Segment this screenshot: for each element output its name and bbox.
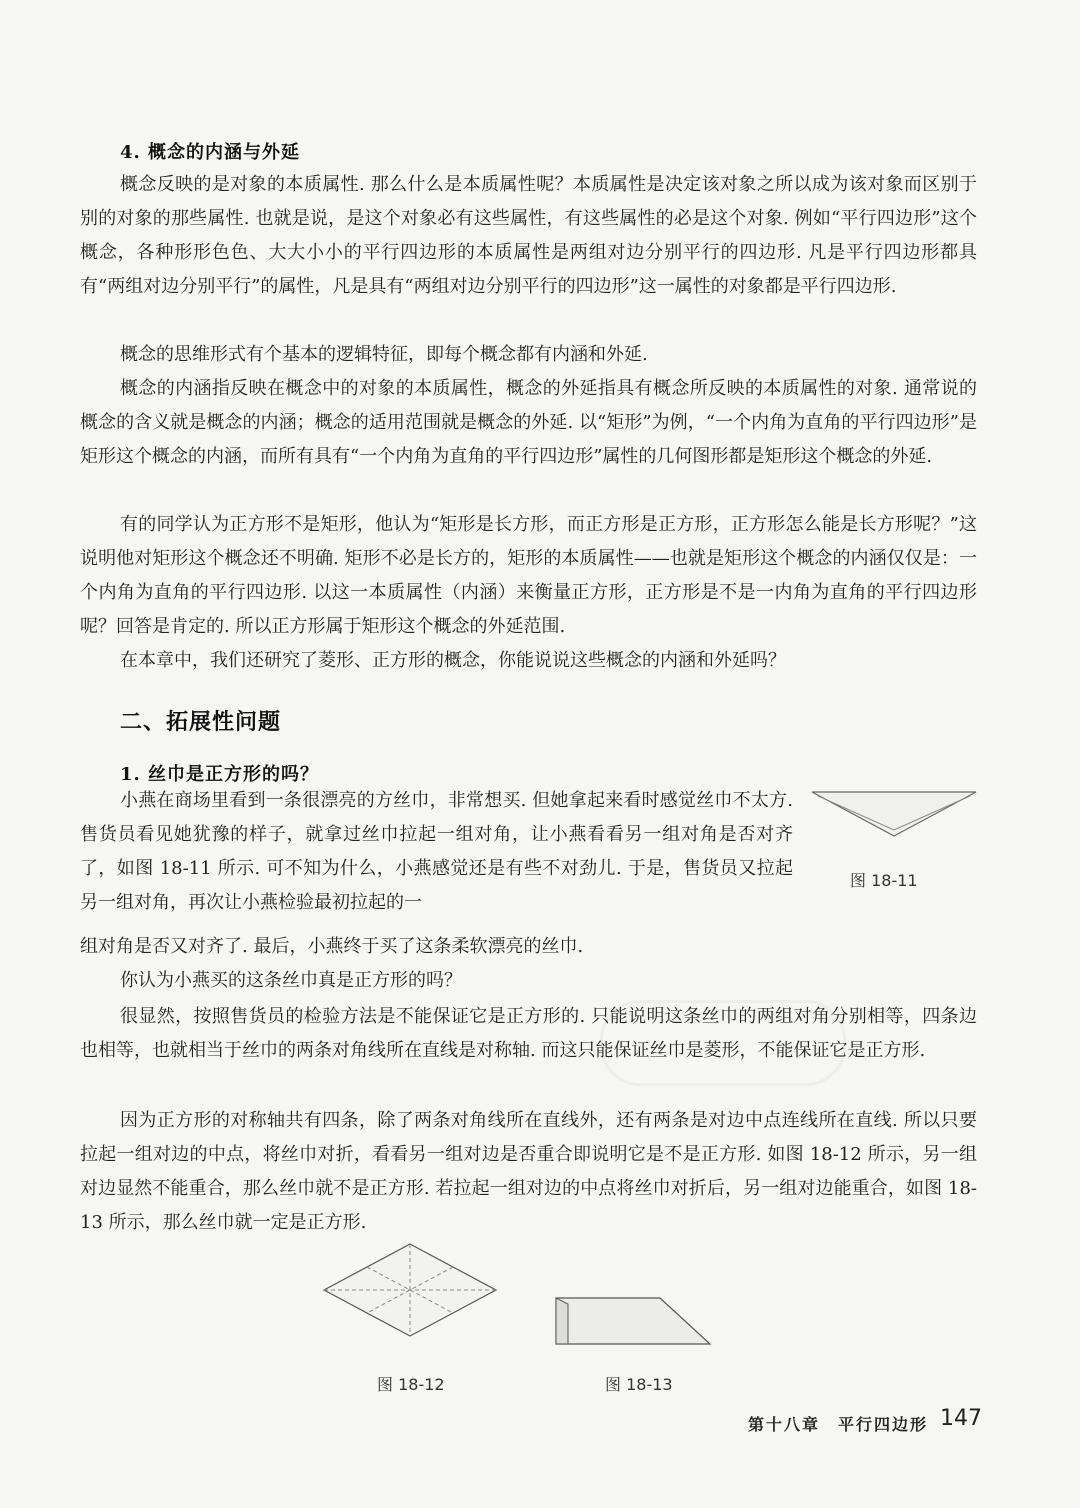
- paragraph-intension-extension: 概念的内涵指反映在概念中的对象的本质属性，概念的外延指具有概念所反映的本质属性的对象. 通常说的概念的含义就是概念的内涵；概念的适用范围就是概念的外延. 以“矩形”为例，“一个内角为直角的平行四边形”是矩形这个概念的内涵，而所有具有“一个内角为直角的平行四边形”属性的几何图形都是矩形这个概念的外延.: [80, 378, 977, 467]
- section-heading-extension: 二、拓展性问题: [120, 710, 282, 735]
- footer-chapter-title: 第十八章 平行四边形: [748, 1415, 929, 1434]
- page-number: 147: [940, 1406, 982, 1431]
- paragraph-scarf-story-cont: 组对角是否又对齐了. 最后，小燕终于买了这条柔软漂亮的丝巾.: [80, 936, 584, 957]
- watermark-logo: [600, 1000, 846, 1086]
- paragraph-essential-attributes: 概念反映的是对象的本质属性. 那么什么是本质属性呢？本质属性是决定该对象之所以成为该对象而区别于别的对象的那些属性. 也就是说，是这个对象必有这些属性，有这些属性的必是这个对象. 例如“平行四边形”这个概念，各种形形色色、大大小小的平行四边形的本质属性是两组对边分别平行的四边形. 凡是平行四边形都具有“两组对边分别平行”的属性，凡是具有“两组对边分别平行的四边形”这一属性的对象都是平行四边形.: [80, 174, 977, 297]
- figure-18-13-folded-square: [548, 1292, 718, 1352]
- paragraph-question: 你认为小燕买的这条丝巾真是正方形的吗？: [120, 970, 462, 991]
- question-heading-scarf: 1. 丝巾是正方形的吗？: [120, 764, 320, 785]
- figure-18-12-rhombus: [320, 1240, 500, 1340]
- figure-18-13-caption: 图 18-13: [605, 1375, 673, 1394]
- paragraph-chapter-question: 在本章中，我们还研究了菱形、正方形的概念，你能说说这些概念的内涵和外延吗？: [120, 650, 786, 671]
- figure-18-11-folded-scarf: [810, 790, 978, 840]
- figure-18-12-caption: 图 18-12: [377, 1375, 445, 1394]
- paragraph-symmetry-axes: 因为正方形的对称轴共有四条，除了两条对角线所在直线外，还有两条是对边中点连线所在直线. 所以只要拉起一组对边的中点，将丝巾对折，看看另一组对边是否重合即说明它是不是正方形. 如图 18-12 所示，另一组对边显然不能重合，那么丝巾就不是正方形. 若拉起一组对边的中点将丝巾对折后，另一组对边能重合，如图 18-13 所示，那么丝巾就一定是正方形.: [80, 1110, 977, 1233]
- figure-18-11-caption: 图 18-11: [850, 871, 918, 890]
- paragraph-logic-feature: 概念的思维形式有个基本的逻辑特征，即每个概念都有内涵和外延.: [120, 344, 648, 365]
- subsection-heading-concept: 4. 概念的内涵与外延: [120, 142, 301, 163]
- paragraph-scarf-story: 小燕在商场里看到一条很漂亮的方丝巾，非常想买. 但她拿起来看时感觉丝巾不太方. 售货员看见她犹豫的样子，就拿过丝巾拉起一组对角，让小燕看看另一组对角是否对齐了，如图 18-11 所示. 可不知为什么，小燕感觉还是有些不对劲儿. 于是，售货员又拉起另一组对角，再次让小燕检验最初拉起的一: [80, 790, 793, 913]
- paragraph-rhombus-explain: 很显然，按照售货员的检验方法是不能保证它是正方形的. 只能说明这条丝巾的两组对角分别相等，四条边也相等，也就相当于丝巾的两条对角线所在直线是对称轴. 而这只能保证丝巾是菱形，不能保证它是正方形.: [80, 1006, 977, 1061]
- paragraph-square-rectangle: 有的同学认为正方形不是矩形，他认为“矩形是长方形，而正方形是正方形，正方形怎么能是长方形呢？”这说明他对矩形这个概念还不明确. 矩形不必是长方的，矩形的本质属性——也就是矩形这个概念的内涵仅仅是：一个内角为直角的平行四边形. 以这一本质属性（内涵）来衡量正方形，正方形是不是一内角为直角的平行四边形呢？回答是肯定的. 所以正方形属于矩形这个概念的外延范围.: [80, 514, 977, 637]
